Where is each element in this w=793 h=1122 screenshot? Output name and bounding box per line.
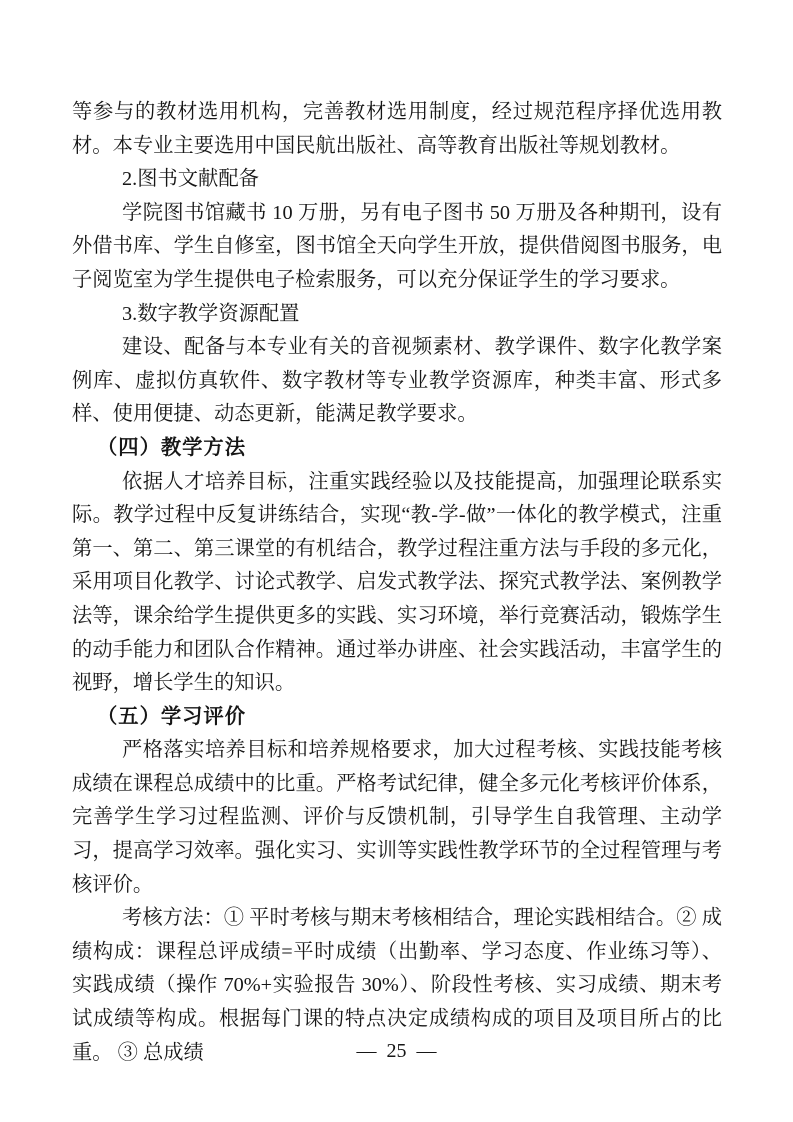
paragraph-teaching-methods: 依据人才培养目标，注重实践经验以及技能提高，加强理论联系实际。教学过程中反复讲练结合，实现“教-学-做”一体化的教学模式，注重第一、第二、第三课堂的有机结合，教学过程注重方法与手段的多元化，采用项目化教学、讨论式教学、启发式教学法、探究式教学法、案例教学法等，课余给学生提供更多的实践、实习环境，举行竞赛活动，锻炼学生的动手能力和团队合作精神。通过举办讲座、社会实践活动，丰富学生的视野，增长学生的知识。 [72,470,722,695]
paragraph-evaluation-requirements: 严格落实培养目标和培养规格要求，加大过程考核、实践技能考核成绩在课程总成绩中的比重。严格考试纪律，健全多元化考核评价体系，完善学生学习过程监测、评价与反馈机制，引导学生自我管理、主动学习，提高学习效率。强化实习、实训等实践性教学环节的全过程管理与考核评价。 [72,739,722,896]
page-content [72,96,722,1070]
footer-right-dash: — [416,1040,437,1062]
paragraph-textbook-selection: 等参与的教材选用机构，完善教材选用制度，经过规范程序择优选用教材。本专业主要选用中国民航出版社、高等教育出版社等规划教材。 [72,101,722,157]
subheading-digital-teaching-resources: 3.数字教学资源配置 [122,302,300,325]
footer-left-dash: — [356,1040,377,1062]
page-number: 25 [386,1040,407,1062]
paragraph-library-resources: 学院图书馆藏书 10 万册，另有电子图书 50 万册及各种期刊，设有外借书库、学生自修室，图书馆全天向学生开放，提供借阅图书服务，电子阅览室为学生提供电子检索服务，可以充分保证学生的学习要求。 [72,201,722,291]
paragraph-digital-teaching-resources: 建设、配备与本专业有关的音视频素材、教学课件、数字化教学案例库、虚拟仿真软件、数字教材等专业教学资源库，种类丰富、形式多样、使用便捷、动态更新，能满足教学要求。 [72,336,722,426]
page-footer [0,1040,793,1063]
heading-learning-evaluation: （五）学习评价 [97,705,246,728]
heading-teaching-methods: （四）教学方法 [97,436,246,459]
paragraph-assessment-methods: 考核方法：① 平时考核与期末考核相结合，理论实践相结合。② 成绩构成：课程总评成绩=平时成绩（出勤率、学习态度、作业练习等）、实践成绩（操作 70%+实验报告 30%）、阶段性考核、实习成绩、期末考试成绩等构成。根据每门课的特点决定成绩构成的项目及项目所占的比重。 ③ 总成绩 [72,907,722,1064]
subheading-library-resources: 2.图书文献配备 [122,168,259,191]
